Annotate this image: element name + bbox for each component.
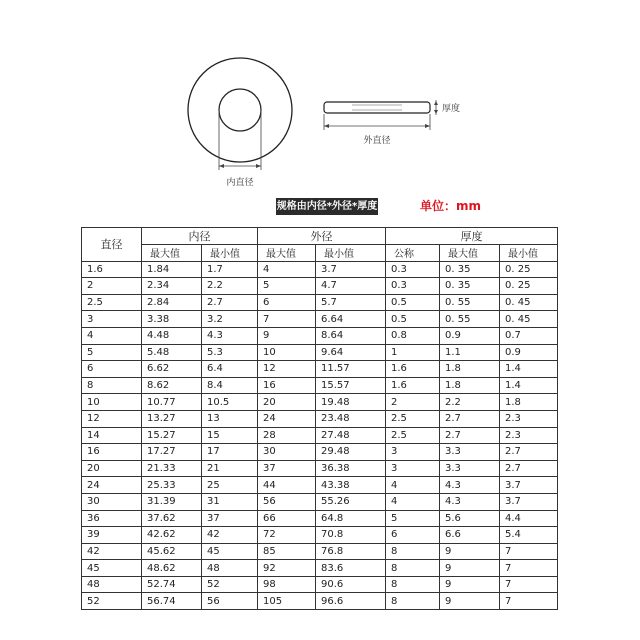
table-row xyxy=(82,327,558,344)
cell-inner-min: 1.7 xyxy=(202,261,258,278)
cell-thickness-nominal: 0.5 xyxy=(386,294,440,311)
cell-thickness-min: 0. 25 xyxy=(500,261,558,278)
inner-diameter-label: 内直径 xyxy=(226,178,254,188)
cell-diameter: 48 xyxy=(82,576,142,593)
cell-thickness-max: 9 xyxy=(440,543,500,560)
cell-thickness-max: 9 xyxy=(440,593,500,610)
sub-header-cell: 公称 xyxy=(386,245,440,262)
inner-dim-arrow-right xyxy=(256,164,261,168)
cell-inner-min: 31 xyxy=(202,493,258,510)
cell-thickness-max: 9 xyxy=(440,560,500,577)
cell-outer-min: 90.6 xyxy=(316,576,386,593)
cell-thickness-nominal: 8 xyxy=(386,560,440,577)
table-row xyxy=(82,278,558,295)
cell-outer-max: 44 xyxy=(258,477,316,494)
cell-inner-min: 2.2 xyxy=(202,278,258,295)
cell-inner-min: 17 xyxy=(202,444,258,461)
cell-thickness-nominal: 4 xyxy=(386,493,440,510)
washer-inner-circle xyxy=(219,89,261,131)
cell-thickness-min: 3.7 xyxy=(500,493,558,510)
cell-outer-min: 11.57 xyxy=(316,361,386,378)
sub-header-cell: 最大值 xyxy=(142,245,202,262)
cell-outer-min: 96.6 xyxy=(316,593,386,610)
cell-inner-max: 2.34 xyxy=(142,278,202,295)
cell-outer-min: 6.64 xyxy=(316,311,386,328)
cell-thickness-nominal: 0.3 xyxy=(386,278,440,295)
cell-thickness-max: 3.3 xyxy=(440,444,500,461)
cell-inner-min: 6.4 xyxy=(202,361,258,378)
cell-outer-max: 28 xyxy=(258,427,316,444)
cell-inner-max: 45.62 xyxy=(142,543,202,560)
washer-spec-table xyxy=(81,227,558,610)
cell-outer-min: 36.38 xyxy=(316,460,386,477)
cell-inner-min: 8.4 xyxy=(202,377,258,394)
sub-header-cell: 最大值 xyxy=(258,245,316,262)
cell-thickness-max: 1.8 xyxy=(440,377,500,394)
cell-thickness-max: 0. 55 xyxy=(440,311,500,328)
cell-inner-min: 52 xyxy=(202,576,258,593)
inner-dim-arrow-left xyxy=(219,164,224,168)
cell-outer-max: 56 xyxy=(258,493,316,510)
cell-inner-min: 2.7 xyxy=(202,294,258,311)
cell-thickness-min: 0. 45 xyxy=(500,294,558,311)
cell-thickness-nominal: 1.6 xyxy=(386,377,440,394)
table-row xyxy=(82,344,558,361)
cell-diameter: 12 xyxy=(82,410,142,427)
cell-outer-max: 7 xyxy=(258,311,316,328)
sub-header-cell: 最小值 xyxy=(202,245,258,262)
cell-outer-max: 5 xyxy=(258,278,316,295)
cell-thickness-nominal: 1 xyxy=(386,344,440,361)
cell-inner-min: 13 xyxy=(202,410,258,427)
cell-thickness-max: 9 xyxy=(440,576,500,593)
cell-inner-min: 4.3 xyxy=(202,327,258,344)
cell-inner-max: 17.27 xyxy=(142,444,202,461)
cell-thickness-max: 0. 55 xyxy=(440,294,500,311)
cell-outer-max: 24 xyxy=(258,410,316,427)
cell-diameter: 5 xyxy=(82,344,142,361)
cell-thickness-min: 7 xyxy=(500,543,558,560)
cell-diameter: 2.5 xyxy=(82,294,142,311)
cell-thickness-min: 4.4 xyxy=(500,510,558,527)
cell-inner-min: 3.2 xyxy=(202,311,258,328)
cell-outer-min: 4.7 xyxy=(316,278,386,295)
thickness-label: 厚度 xyxy=(442,104,461,114)
cell-outer-max: 10 xyxy=(258,344,316,361)
cell-thickness-min: 1.4 xyxy=(500,377,558,394)
cell-outer-max: 20 xyxy=(258,394,316,411)
cell-inner-max: 6.62 xyxy=(142,361,202,378)
cell-outer-min: 76.8 xyxy=(316,543,386,560)
cell-inner-max: 13.27 xyxy=(142,410,202,427)
cell-outer-min: 55.26 xyxy=(316,493,386,510)
cell-inner-min: 56 xyxy=(202,593,258,610)
sub-header-row xyxy=(82,245,558,262)
table-row xyxy=(82,593,558,610)
cell-thickness-min: 2.7 xyxy=(500,444,558,461)
spec-format-banner: 规格由内径*外径*厚度 xyxy=(276,198,378,215)
cell-diameter: 14 xyxy=(82,427,142,444)
sub-header-cell: 最大值 xyxy=(440,245,500,262)
table-row xyxy=(82,527,558,544)
outer-diameter-label: 外直径 xyxy=(363,136,391,146)
header-inner: 内径 xyxy=(142,228,258,245)
group-header-row xyxy=(82,228,558,245)
cell-diameter: 3 xyxy=(82,311,142,328)
cell-diameter: 36 xyxy=(82,510,142,527)
cell-thickness-nominal: 3 xyxy=(386,460,440,477)
cell-thickness-max: 0. 35 xyxy=(440,261,500,278)
cell-outer-min: 5.7 xyxy=(316,294,386,311)
cell-outer-max: 98 xyxy=(258,576,316,593)
cell-diameter: 6 xyxy=(82,361,142,378)
cell-diameter: 4 xyxy=(82,327,142,344)
cell-inner-min: 10.5 xyxy=(202,394,258,411)
cell-thickness-nominal: 3 xyxy=(386,444,440,461)
cell-diameter: 10 xyxy=(82,394,142,411)
cell-thickness-max: 4.3 xyxy=(440,493,500,510)
cell-thickness-nominal: 0.3 xyxy=(386,261,440,278)
cell-inner-max: 42.62 xyxy=(142,527,202,544)
cell-inner-max: 31.39 xyxy=(142,493,202,510)
cell-thickness-max: 2.7 xyxy=(440,427,500,444)
cell-inner-min: 15 xyxy=(202,427,258,444)
cell-thickness-nominal: 6 xyxy=(386,527,440,544)
cell-thickness-min: 0. 25 xyxy=(500,278,558,295)
cell-outer-min: 27.48 xyxy=(316,427,386,444)
cell-thickness-max: 4.3 xyxy=(440,477,500,494)
cell-outer-min: 9.64 xyxy=(316,344,386,361)
cell-outer-max: 37 xyxy=(258,460,316,477)
cell-thickness-nominal: 0.5 xyxy=(386,311,440,328)
table-row xyxy=(82,361,558,378)
cell-thickness-min: 0.7 xyxy=(500,327,558,344)
cell-outer-min: 15.57 xyxy=(316,377,386,394)
cell-thickness-nominal: 8 xyxy=(386,576,440,593)
table-row xyxy=(82,427,558,444)
cell-thickness-max: 2.2 xyxy=(440,394,500,411)
cell-thickness-min: 5.4 xyxy=(500,527,558,544)
cell-inner-max: 3.38 xyxy=(142,311,202,328)
table-row xyxy=(82,261,558,278)
cell-thickness-nominal: 2 xyxy=(386,394,440,411)
cell-thickness-max: 0.9 xyxy=(440,327,500,344)
cell-thickness-max: 5.6 xyxy=(440,510,500,527)
cell-thickness-max: 2.7 xyxy=(440,410,500,427)
table-row xyxy=(82,560,558,577)
cell-outer-max: 105 xyxy=(258,593,316,610)
cell-thickness-nominal: 2.5 xyxy=(386,410,440,427)
cell-thickness-max: 1.1 xyxy=(440,344,500,361)
cell-inner-max: 37.62 xyxy=(142,510,202,527)
table-row xyxy=(82,377,558,394)
cell-outer-max: 6 xyxy=(258,294,316,311)
cell-inner-max: 52.74 xyxy=(142,576,202,593)
cell-thickness-min: 0.9 xyxy=(500,344,558,361)
cell-diameter: 8 xyxy=(82,377,142,394)
cell-diameter: 16 xyxy=(82,444,142,461)
cell-thickness-min: 1.8 xyxy=(500,394,558,411)
cell-inner-min: 37 xyxy=(202,510,258,527)
cell-inner-max: 25.33 xyxy=(142,477,202,494)
cell-outer-min: 8.64 xyxy=(316,327,386,344)
cell-outer-min: 64.8 xyxy=(316,510,386,527)
cell-outer-max: 92 xyxy=(258,560,316,577)
cell-outer-min: 70.8 xyxy=(316,527,386,544)
table-row xyxy=(82,311,558,328)
cell-thickness-max: 6.6 xyxy=(440,527,500,544)
table-row xyxy=(82,294,558,311)
sub-header-cell: 最小值 xyxy=(500,245,558,262)
cell-thickness-nominal: 8 xyxy=(386,593,440,610)
washer-outer-circle xyxy=(188,58,292,162)
cell-thickness-min: 2.7 xyxy=(500,460,558,477)
table-row xyxy=(82,410,558,427)
cell-diameter: 2 xyxy=(82,278,142,295)
thickness-dim-arrow-top xyxy=(434,101,438,105)
cell-inner-max: 56.74 xyxy=(142,593,202,610)
cell-inner-max: 15.27 xyxy=(142,427,202,444)
cell-inner-min: 25 xyxy=(202,477,258,494)
cell-thickness-nominal: 4 xyxy=(386,477,440,494)
cell-thickness-nominal: 8 xyxy=(386,543,440,560)
cell-outer-max: 30 xyxy=(258,444,316,461)
table-row xyxy=(82,444,558,461)
cell-outer-max: 16 xyxy=(258,377,316,394)
cell-inner-max: 2.84 xyxy=(142,294,202,311)
washer-diagram xyxy=(0,0,640,200)
table-row xyxy=(82,576,558,593)
cell-diameter: 20 xyxy=(82,460,142,477)
cell-outer-max: 72 xyxy=(258,527,316,544)
outer-dim-arrow-right xyxy=(425,124,430,128)
cell-thickness-min: 3.7 xyxy=(500,477,558,494)
cell-inner-max: 4.48 xyxy=(142,327,202,344)
cell-thickness-min: 7 xyxy=(500,576,558,593)
cell-thickness-min: 0. 45 xyxy=(500,311,558,328)
cell-diameter: 39 xyxy=(82,527,142,544)
table-row xyxy=(82,510,558,527)
cell-outer-max: 85 xyxy=(258,543,316,560)
cell-thickness-nominal: 5 xyxy=(386,510,440,527)
cell-thickness-max: 0. 35 xyxy=(440,278,500,295)
table-row xyxy=(82,394,558,411)
cell-thickness-min: 7 xyxy=(500,560,558,577)
spec-table-body xyxy=(82,261,558,609)
cell-diameter: 24 xyxy=(82,477,142,494)
cell-thickness-max: 1.8 xyxy=(440,361,500,378)
cell-inner-max: 8.62 xyxy=(142,377,202,394)
cell-outer-max: 4 xyxy=(258,261,316,278)
cell-thickness-nominal: 0.8 xyxy=(386,327,440,344)
outer-dim-arrow-left xyxy=(324,124,329,128)
header-thickness: 厚度 xyxy=(386,228,558,245)
table-row xyxy=(82,477,558,494)
cell-outer-min: 23.48 xyxy=(316,410,386,427)
table-row xyxy=(82,493,558,510)
cell-diameter: 1.6 xyxy=(82,261,142,278)
cell-inner-min: 42 xyxy=(202,527,258,544)
cell-outer-min: 19.48 xyxy=(316,394,386,411)
header-outer: 外径 xyxy=(258,228,386,245)
cell-inner-min: 5.3 xyxy=(202,344,258,361)
cell-thickness-min: 1.4 xyxy=(500,361,558,378)
table-row xyxy=(82,460,558,477)
header-diameter: 直径 xyxy=(82,228,142,262)
cell-thickness-nominal: 2.5 xyxy=(386,427,440,444)
cell-inner-max: 1.84 xyxy=(142,261,202,278)
cell-inner-min: 21 xyxy=(202,460,258,477)
cell-diameter: 52 xyxy=(82,593,142,610)
cell-inner-max: 5.48 xyxy=(142,344,202,361)
washer-side-profile xyxy=(324,102,430,113)
sub-header-cell: 最小值 xyxy=(316,245,386,262)
cell-outer-min: 83.6 xyxy=(316,560,386,577)
unit-label: 单位：mm xyxy=(420,199,482,213)
cell-inner-max: 10.77 xyxy=(142,394,202,411)
cell-thickness-nominal: 1.6 xyxy=(386,361,440,378)
thickness-dim-arrow-bottom xyxy=(434,110,438,114)
cell-inner-max: 48.62 xyxy=(142,560,202,577)
cell-inner-min: 48 xyxy=(202,560,258,577)
cell-diameter: 30 xyxy=(82,493,142,510)
cell-thickness-max: 3.3 xyxy=(440,460,500,477)
cell-outer-min: 43.38 xyxy=(316,477,386,494)
cell-diameter: 45 xyxy=(82,560,142,577)
cell-outer-max: 9 xyxy=(258,327,316,344)
cell-inner-max: 21.33 xyxy=(142,460,202,477)
cell-outer-min: 29.48 xyxy=(316,444,386,461)
cell-thickness-min: 2.3 xyxy=(500,427,558,444)
cell-inner-min: 45 xyxy=(202,543,258,560)
cell-outer-max: 12 xyxy=(258,361,316,378)
table-row xyxy=(82,543,558,560)
cell-thickness-min: 7 xyxy=(500,593,558,610)
cell-outer-max: 66 xyxy=(258,510,316,527)
cell-thickness-min: 2.3 xyxy=(500,410,558,427)
cell-diameter: 42 xyxy=(82,543,142,560)
cell-outer-min: 3.7 xyxy=(316,261,386,278)
